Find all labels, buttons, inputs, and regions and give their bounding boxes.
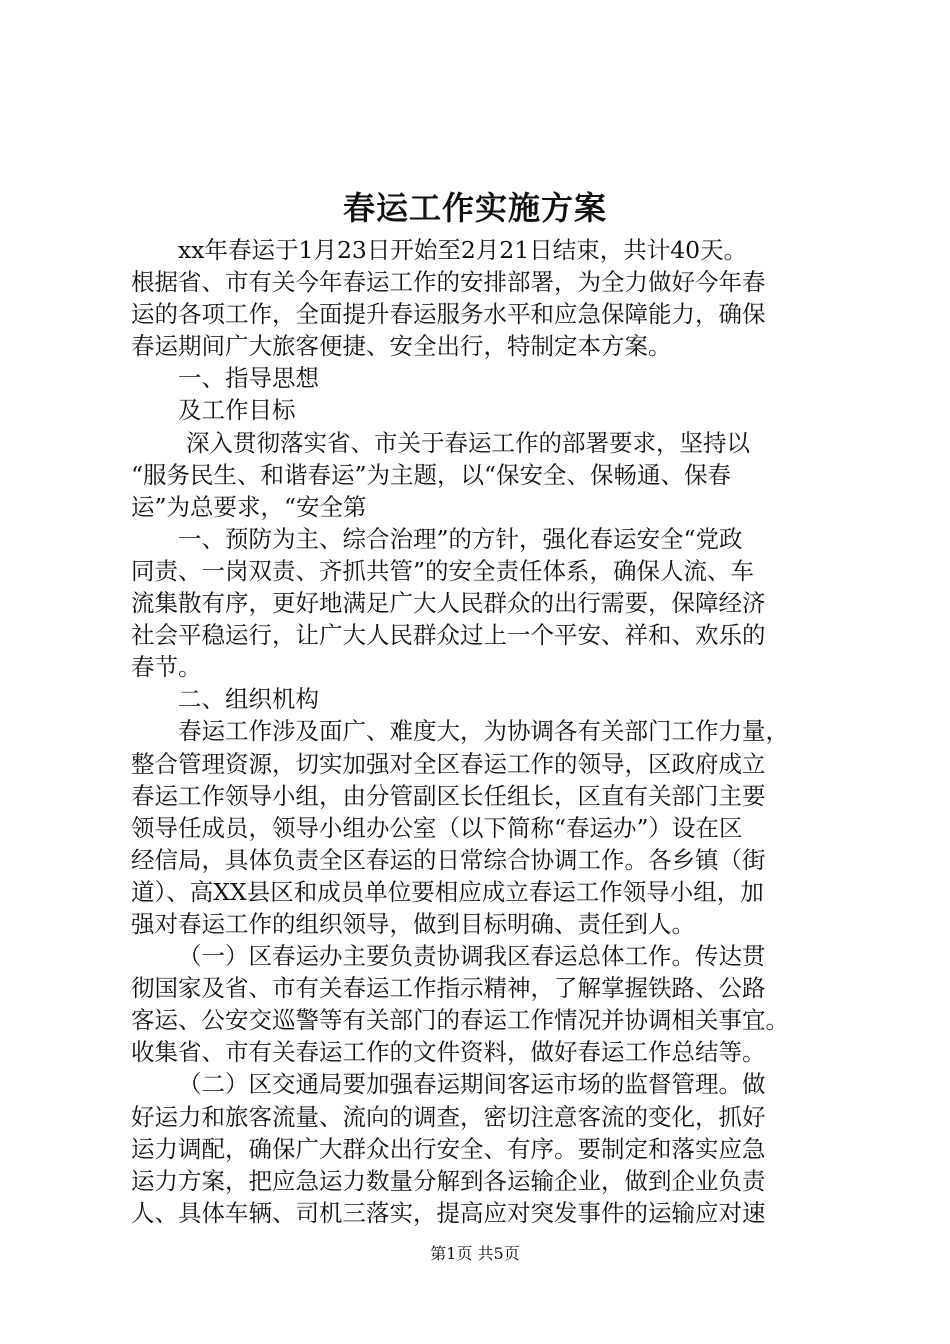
paragraph-line: 社会平稳运行，让广大人民群众过上一个平安、祥和、欢乐的 bbox=[131, 621, 766, 650]
paragraph-line: 流集散有序，更好地满足广大人民群众的出行需要，保障经济 bbox=[131, 589, 766, 618]
paragraph-line: 道）、高XX县区和成员单位要相应成立春运工作领导小组，加 bbox=[131, 877, 764, 906]
paragraph-line: （二）区交通局要加强春运期间客运市场的监督管理。做 bbox=[178, 1070, 766, 1099]
paragraph-line: 运的各项工作，全面提升春运服务水平和应急保障能力，确保 bbox=[131, 300, 766, 329]
paragraph-line: xx年春运于1月23日开始至2月21日结束，共计40天。 bbox=[178, 236, 748, 264]
paragraph-line: 春运期间广大旅客便捷、安全出行，特制定本方案。 bbox=[131, 332, 672, 361]
paragraph-line: 春运工作领导小组，由分管副区长任组长，区直有关部门主要 bbox=[131, 781, 766, 810]
document-title: 春运工作实施方案 bbox=[342, 189, 607, 227]
page-number-footer: 第1页 共5页 bbox=[430, 1244, 520, 1263]
paragraph-line: 深入贯彻落实省、市关于春运工作的部署要求，坚持以 bbox=[186, 428, 750, 457]
paragraph-line: 一、预防为主、综合治理”的方针，强化春运安全“党政 bbox=[178, 524, 743, 553]
section-heading: 及工作目标 bbox=[178, 396, 296, 425]
paragraph-line: 运力调配，确保广大群众出行安全、有序。要制定和落实应急 bbox=[131, 1134, 766, 1163]
section-heading: 二、组织机构 bbox=[178, 685, 319, 714]
paragraph-line: 春运工作涉及面广、难度大，为协调各有关部门工作力量， bbox=[178, 717, 789, 746]
paragraph-line: “服务民生、和谐春运”为主题，以“保安全、保畅通、保春 bbox=[131, 460, 732, 489]
paragraph-line: 好运力和旅客流量、流向的调查，密切注意客流的变化，抓好 bbox=[131, 1102, 766, 1131]
paragraph-line: 彻国家及省、市有关春运工作指示精神，了解掌握铁路、公路 bbox=[131, 974, 766, 1003]
paragraph-line: 人、具体车辆、司机三落实，提高应对突发事件的运输应对速 bbox=[131, 1198, 766, 1227]
paragraph-line: 同责、一岗双责、齐抓共管”的安全责任体系，确保人流、车 bbox=[131, 556, 755, 585]
paragraph-line: （一）区春运办主要负责协调我区春运总体工作。传达贯 bbox=[178, 942, 766, 971]
paragraph-line: 整合管理资源，切实加强对全区春运工作的领导，区政府成立 bbox=[131, 749, 766, 778]
paragraph-line: 收集省、市有关春运工作的文件资料，做好春运工作总结等。 bbox=[131, 1038, 766, 1067]
paragraph-line: 根据省、市有关今年春运工作的安排部署，为全力做好今年春 bbox=[131, 268, 766, 297]
paragraph-line: 运”为总要求，“安全第 bbox=[131, 492, 367, 521]
paragraph-line: 强对春运工作的组织领导，做到目标明确、责任到人。 bbox=[131, 909, 695, 938]
paragraph-line: 客运、公安交巡警等有关部门的春运工作情况并协调相关事宜。 bbox=[131, 1006, 789, 1035]
section-heading: 一、指导思想 bbox=[178, 364, 319, 393]
document-body bbox=[131, 234, 831, 1229]
paragraph-line: 领导任成员，领导小组办公室（以下简称“春运办”）设在区 bbox=[131, 813, 743, 842]
paragraph-line: 春节。 bbox=[131, 653, 202, 682]
paragraph-line: 经信局，具体负责全区春运的日常综合协调工作。各乡镇（街 bbox=[131, 845, 766, 874]
paragraph-line: 运力方案，把应急运力数量分解到各运输企业，做到企业负责 bbox=[131, 1166, 766, 1195]
